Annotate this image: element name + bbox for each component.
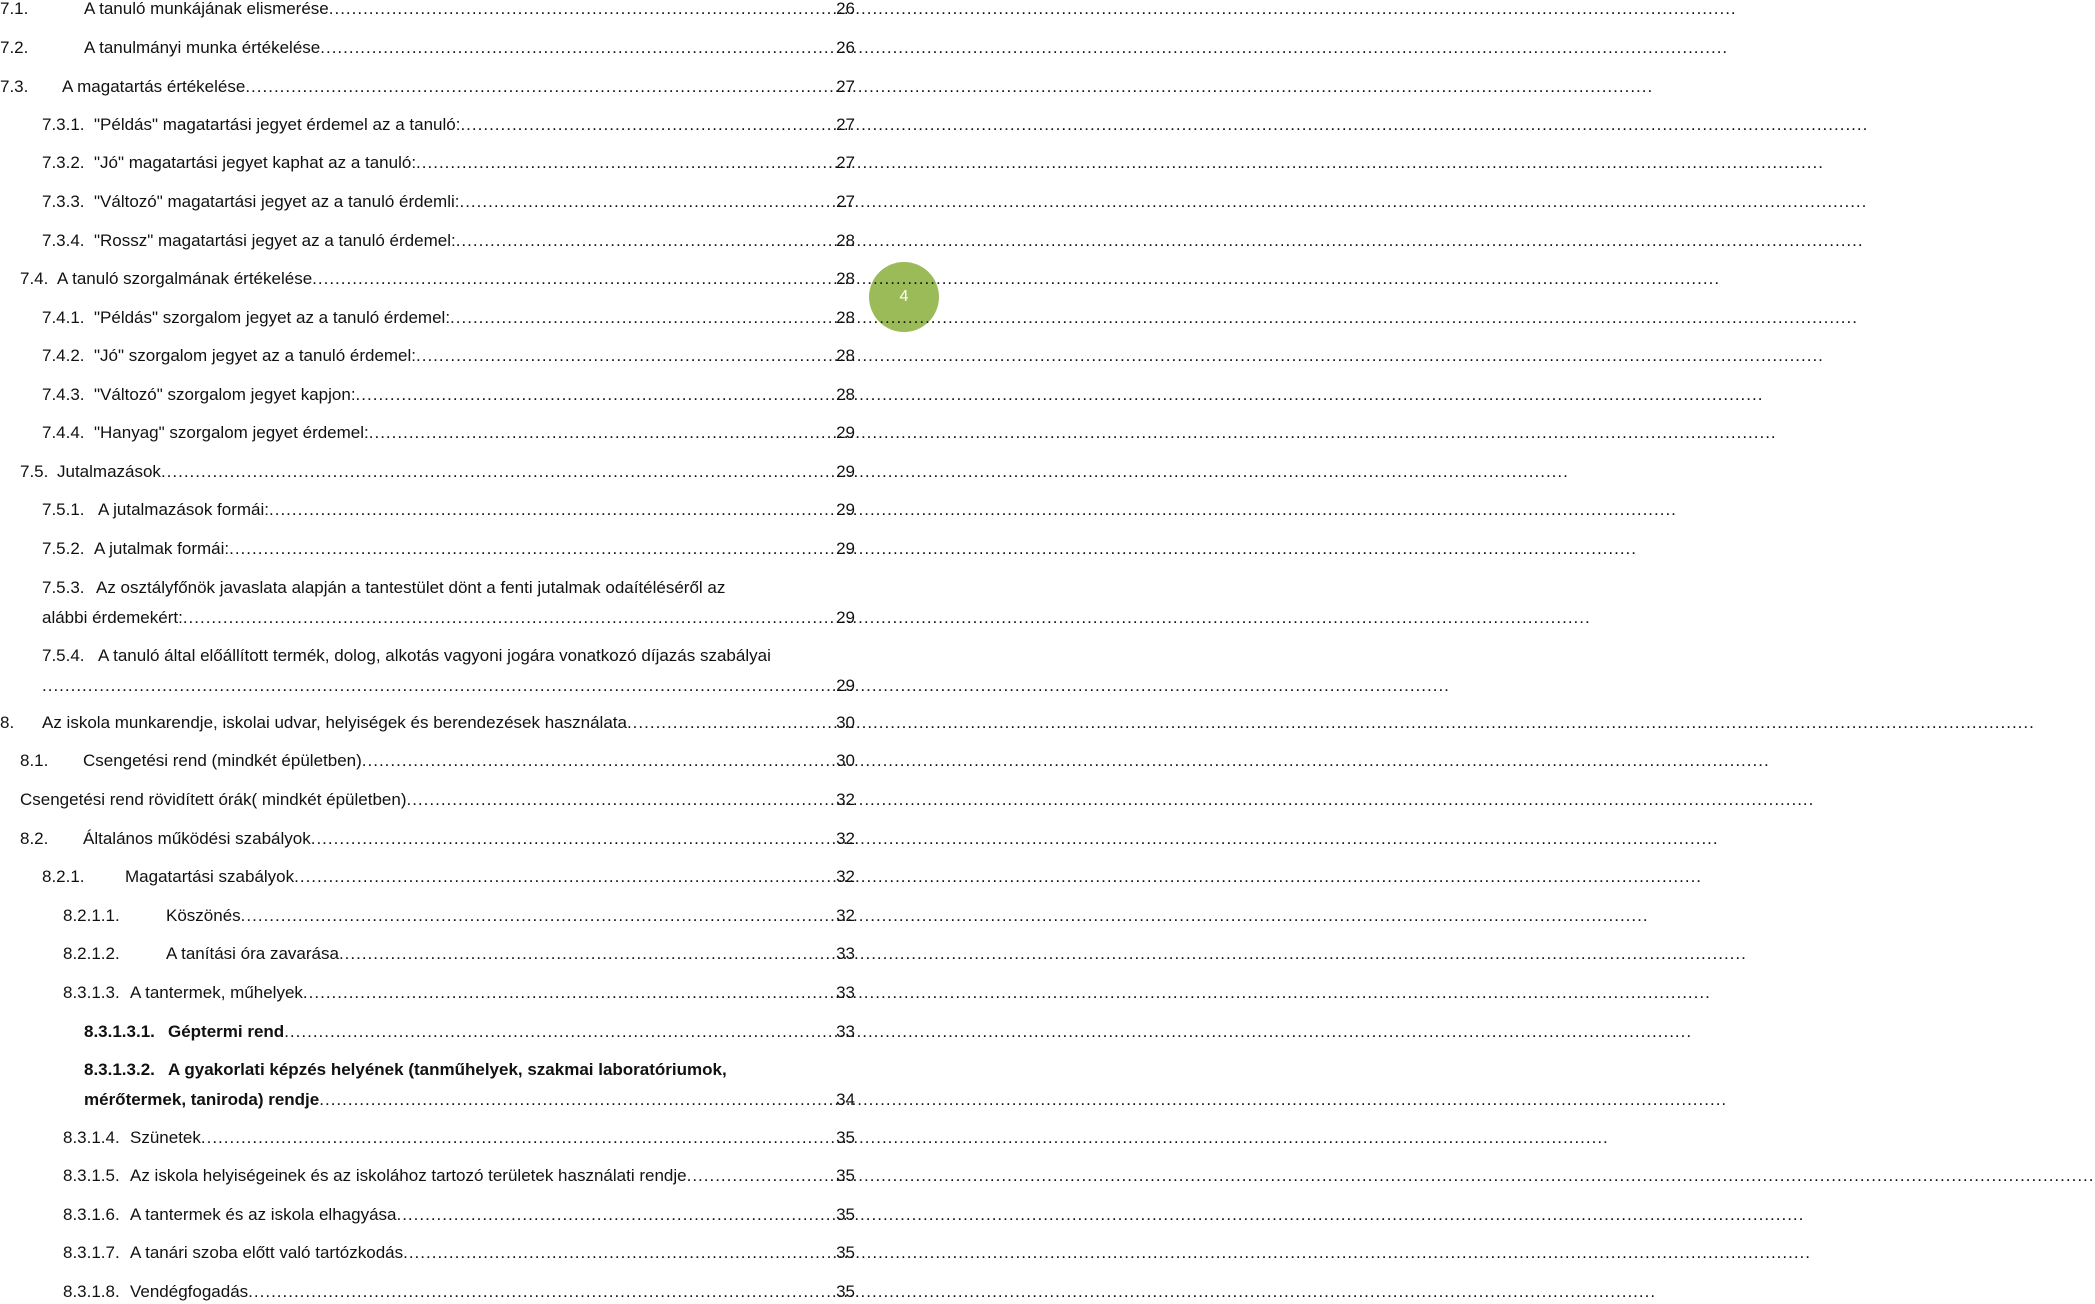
toc-page: 33 xyxy=(836,1022,855,1041)
toc-page: 33 xyxy=(836,944,855,963)
toc-number: 7.3.3. xyxy=(42,192,85,211)
toc-title: Vendégfogadás xyxy=(130,1282,249,1301)
toc-entry[interactable] xyxy=(63,1241,855,1265)
toc-leader xyxy=(269,498,834,522)
toc-page: 27 xyxy=(836,153,855,172)
toc-entry[interactable] xyxy=(0,0,855,21)
toc-number: 8.2. xyxy=(20,829,49,848)
toc-number: 8.2.1.1. xyxy=(63,906,120,925)
toc-number: 8.3.1.7. xyxy=(63,1243,120,1262)
toc-title: A tantermek, műhelyek xyxy=(130,983,303,1002)
toc-leader xyxy=(627,711,834,735)
toc-leader xyxy=(201,1126,834,1150)
toc-entry[interactable] xyxy=(42,383,855,407)
toc-page: 29 xyxy=(836,608,855,627)
toc-page: 28 xyxy=(836,269,855,288)
toc-entry[interactable] xyxy=(63,981,855,1005)
toc-number: 8.1. xyxy=(20,751,49,770)
toc-number: 7.5. xyxy=(20,462,49,481)
toc-page: 30 xyxy=(836,713,855,732)
toc-leader xyxy=(312,267,834,291)
toc-entry[interactable] xyxy=(63,942,855,966)
toc-title: Az iskola helyiségeinek és az iskolához tartozó területek használati rendje xyxy=(130,1166,687,1185)
toc-leader xyxy=(320,36,834,60)
toc-number: 7.1. xyxy=(0,0,29,18)
toc-leader xyxy=(248,1280,834,1304)
toc-number: 8.2.1. xyxy=(42,867,85,886)
toc-title: A tanuló által előállított termék, dolog, alkotás vagyoni jogára vonatkozó díjazás szabályai xyxy=(98,646,771,665)
toc-leader xyxy=(687,1164,834,1188)
toc-entry[interactable] xyxy=(42,306,855,330)
toc-page: 29 xyxy=(836,423,855,442)
toc-entry[interactable] xyxy=(20,460,855,484)
toc-page: 28 xyxy=(836,346,855,365)
toc-number: 7.3.4. xyxy=(42,231,85,250)
toc-entry[interactable] xyxy=(42,865,855,889)
toc-number: 7.2. xyxy=(0,38,29,57)
toc-entry[interactable] xyxy=(0,36,855,60)
toc-title-continued: alábbi érdemekért: xyxy=(42,608,183,627)
toc-leader xyxy=(311,827,834,851)
toc-leader xyxy=(284,1020,834,1044)
toc-number: 7.5.2. xyxy=(42,539,85,558)
toc-page: 26 xyxy=(836,38,855,57)
toc-leader xyxy=(460,113,834,137)
toc-title: "Jó" magatartási jegyet kaphat az a tanuló: xyxy=(94,153,417,172)
toc-entry[interactable] xyxy=(63,1203,855,1227)
toc-number: 7.4.2. xyxy=(42,346,85,365)
toc-title-continued: mérőtermek, taniroda) rendje xyxy=(84,1090,320,1109)
toc-leader xyxy=(362,749,834,773)
toc-leader xyxy=(356,383,835,407)
toc-page: 35 xyxy=(836,1243,855,1262)
toc-title: "Példás" magatartási jegyet érdemel az a tanuló: xyxy=(94,115,461,134)
toc-page: 28 xyxy=(836,385,855,404)
toc-entry[interactable] xyxy=(20,749,855,773)
toc-entry[interactable] xyxy=(42,344,855,368)
toc-page: 35 xyxy=(836,1128,855,1147)
toc-entry[interactable] xyxy=(63,1164,855,1188)
toc-title: A tanulmányi munka értékelése xyxy=(84,38,321,57)
toc-number: 7.5.1. xyxy=(42,500,85,519)
toc-number: 7.5.4. xyxy=(42,646,85,665)
toc-entry[interactable] xyxy=(20,267,855,291)
toc-leader xyxy=(396,1203,834,1227)
toc-number: 7.4.3. xyxy=(42,385,85,404)
toc-title: A jutalmazások formái: xyxy=(98,500,270,519)
toc-title: Az iskola munkarendje, iskolai udvar, helyiségek és berendezések használata xyxy=(42,713,627,732)
toc-leader xyxy=(303,981,834,1005)
toc-title: A gyakorlati képzés helyének (tanműhelyek, szakmai laboratóriumok, xyxy=(168,1060,727,1079)
toc-title: Általános működési szabályok xyxy=(83,829,311,848)
toc-leader xyxy=(406,788,834,812)
toc-leader xyxy=(319,1088,834,1112)
toc-title: A jutalmak formái: xyxy=(94,539,230,558)
toc-leader xyxy=(241,904,834,928)
toc-page: 35 xyxy=(836,1166,855,1185)
toc-leader xyxy=(450,306,834,330)
toc-page: 26 xyxy=(836,0,855,18)
toc-number: 8.3.1.6. xyxy=(63,1205,120,1224)
toc-number: 7.4. xyxy=(20,269,49,288)
toc-entry[interactable] xyxy=(63,1126,855,1150)
toc-entry[interactable] xyxy=(42,113,855,137)
toc-entry[interactable] xyxy=(42,229,855,253)
toc-page: 27 xyxy=(836,115,855,134)
toc-leader xyxy=(229,537,834,561)
toc-number: 7.4.4. xyxy=(42,423,85,442)
toc-page: 35 xyxy=(836,1205,855,1224)
toc-number: 7.3.1. xyxy=(42,115,85,134)
toc-page: 35 xyxy=(836,1282,855,1301)
toc-leader xyxy=(416,151,834,175)
toc-page: 27 xyxy=(836,77,855,96)
toc-leader xyxy=(42,674,834,698)
toc-page: 29 xyxy=(836,500,855,519)
toc-number: 8.3.1.4. xyxy=(63,1128,120,1147)
toc-leader xyxy=(294,865,834,889)
page-number: 4 xyxy=(899,288,909,305)
toc-title: "Változó" szorgalom jegyet kapjon: xyxy=(94,385,356,404)
toc-title: A tanuló szorgalmának értékelése xyxy=(57,269,313,288)
toc-title: Csengetési rend rövidített órák( mindkét épületben) xyxy=(20,790,407,809)
toc-number: 7.3. xyxy=(0,77,29,96)
toc-number: 8.3.1.3. xyxy=(63,983,120,1002)
toc-title: "Hanyag" szorgalom jegyet érdemel: xyxy=(94,423,369,442)
toc-title: A tantermek és az iskola elhagyása xyxy=(130,1205,397,1224)
toc-number: 8.3.1.5. xyxy=(63,1166,120,1185)
toc-leader xyxy=(456,229,834,253)
toc-title: Köszönés xyxy=(166,906,241,925)
toc-page: 29 xyxy=(836,539,855,558)
toc-page: 32 xyxy=(836,906,855,925)
toc-entry[interactable] xyxy=(42,190,855,214)
toc-number: 8. xyxy=(0,713,15,732)
toc-title: "Jó" szorgalom jegyet az a tanuló érdemel: xyxy=(94,346,417,365)
toc-number: 8.3.1.3.2. xyxy=(84,1060,155,1079)
toc-entry[interactable] xyxy=(84,1020,855,1044)
toc-page: 28 xyxy=(836,231,855,250)
toc-title: A tanítási óra zavarása xyxy=(166,944,339,963)
toc-number: 7.5.3. xyxy=(42,578,85,597)
toc-leader xyxy=(459,190,834,214)
toc-page: 27 xyxy=(836,192,855,211)
toc-entry[interactable] xyxy=(42,498,855,522)
toc-title: A tanuló munkájának elismerése xyxy=(84,0,329,18)
toc-title: "Rossz" magatartási jegyet az a tanuló érdemel: xyxy=(94,231,456,250)
toc-entry[interactable] xyxy=(84,1058,855,1112)
toc-entry[interactable] xyxy=(0,75,855,99)
toc-entry[interactable] xyxy=(42,421,855,445)
toc-number: 8.3.1.8. xyxy=(63,1282,120,1301)
toc-page: 32 xyxy=(836,829,855,848)
toc-entry[interactable] xyxy=(42,537,855,561)
toc-page: 32 xyxy=(836,867,855,886)
toc-title: Szünetek xyxy=(130,1128,201,1147)
toc-title: Géptermi rend xyxy=(168,1022,285,1041)
toc-page: 28 xyxy=(836,308,855,327)
toc-number: 7.3.2. xyxy=(42,153,85,172)
toc-leader xyxy=(369,421,834,445)
toc-leader xyxy=(339,942,834,966)
toc-number: 8.3.1.3.1. xyxy=(84,1022,155,1041)
toc-title: A magatartás értékelése xyxy=(62,77,246,96)
toc-entry[interactable] xyxy=(20,827,855,851)
toc-page: 29 xyxy=(836,462,855,481)
toc-leader xyxy=(329,0,834,21)
toc-entry[interactable] xyxy=(0,711,855,735)
toc-entry[interactable] xyxy=(63,1280,855,1304)
toc-title: Az osztályfőnök javaslata alapján a tantestület dönt a fenti jutalmak odaítéléséről az xyxy=(96,578,726,597)
toc-page: 32 xyxy=(836,790,855,809)
toc-leader xyxy=(245,75,834,99)
toc-number: 7.4.1. xyxy=(42,308,85,327)
toc-entry[interactable] xyxy=(42,151,855,175)
toc-title: A tanári szoba előtt való tartózkodás xyxy=(130,1243,404,1262)
toc-leader xyxy=(183,606,834,630)
toc-page: 33 xyxy=(836,983,855,1002)
toc-page: 30 xyxy=(836,751,855,770)
toc-title: "Példás" szorgalom jegyet az a tanuló érdemel: xyxy=(94,308,451,327)
toc-leader xyxy=(403,1241,834,1265)
toc-title: Magatartási szabályok xyxy=(125,867,295,886)
toc-number: 8.2.1.2. xyxy=(63,944,120,963)
toc-title: Jutalmazások xyxy=(57,462,161,481)
toc-entry[interactable] xyxy=(42,644,855,698)
toc-entry[interactable] xyxy=(20,788,855,812)
toc-leader xyxy=(416,344,834,368)
toc-entry[interactable] xyxy=(63,904,855,928)
toc-leader xyxy=(161,460,834,484)
toc-title: "Változó" magatartási jegyet az a tanuló érdemli: xyxy=(94,192,460,211)
toc-page: 29 xyxy=(836,676,855,695)
toc-title: Csengetési rend (mindkét épületben) xyxy=(83,751,362,770)
toc-entry[interactable] xyxy=(42,576,855,630)
toc-page: 34 xyxy=(836,1090,855,1109)
